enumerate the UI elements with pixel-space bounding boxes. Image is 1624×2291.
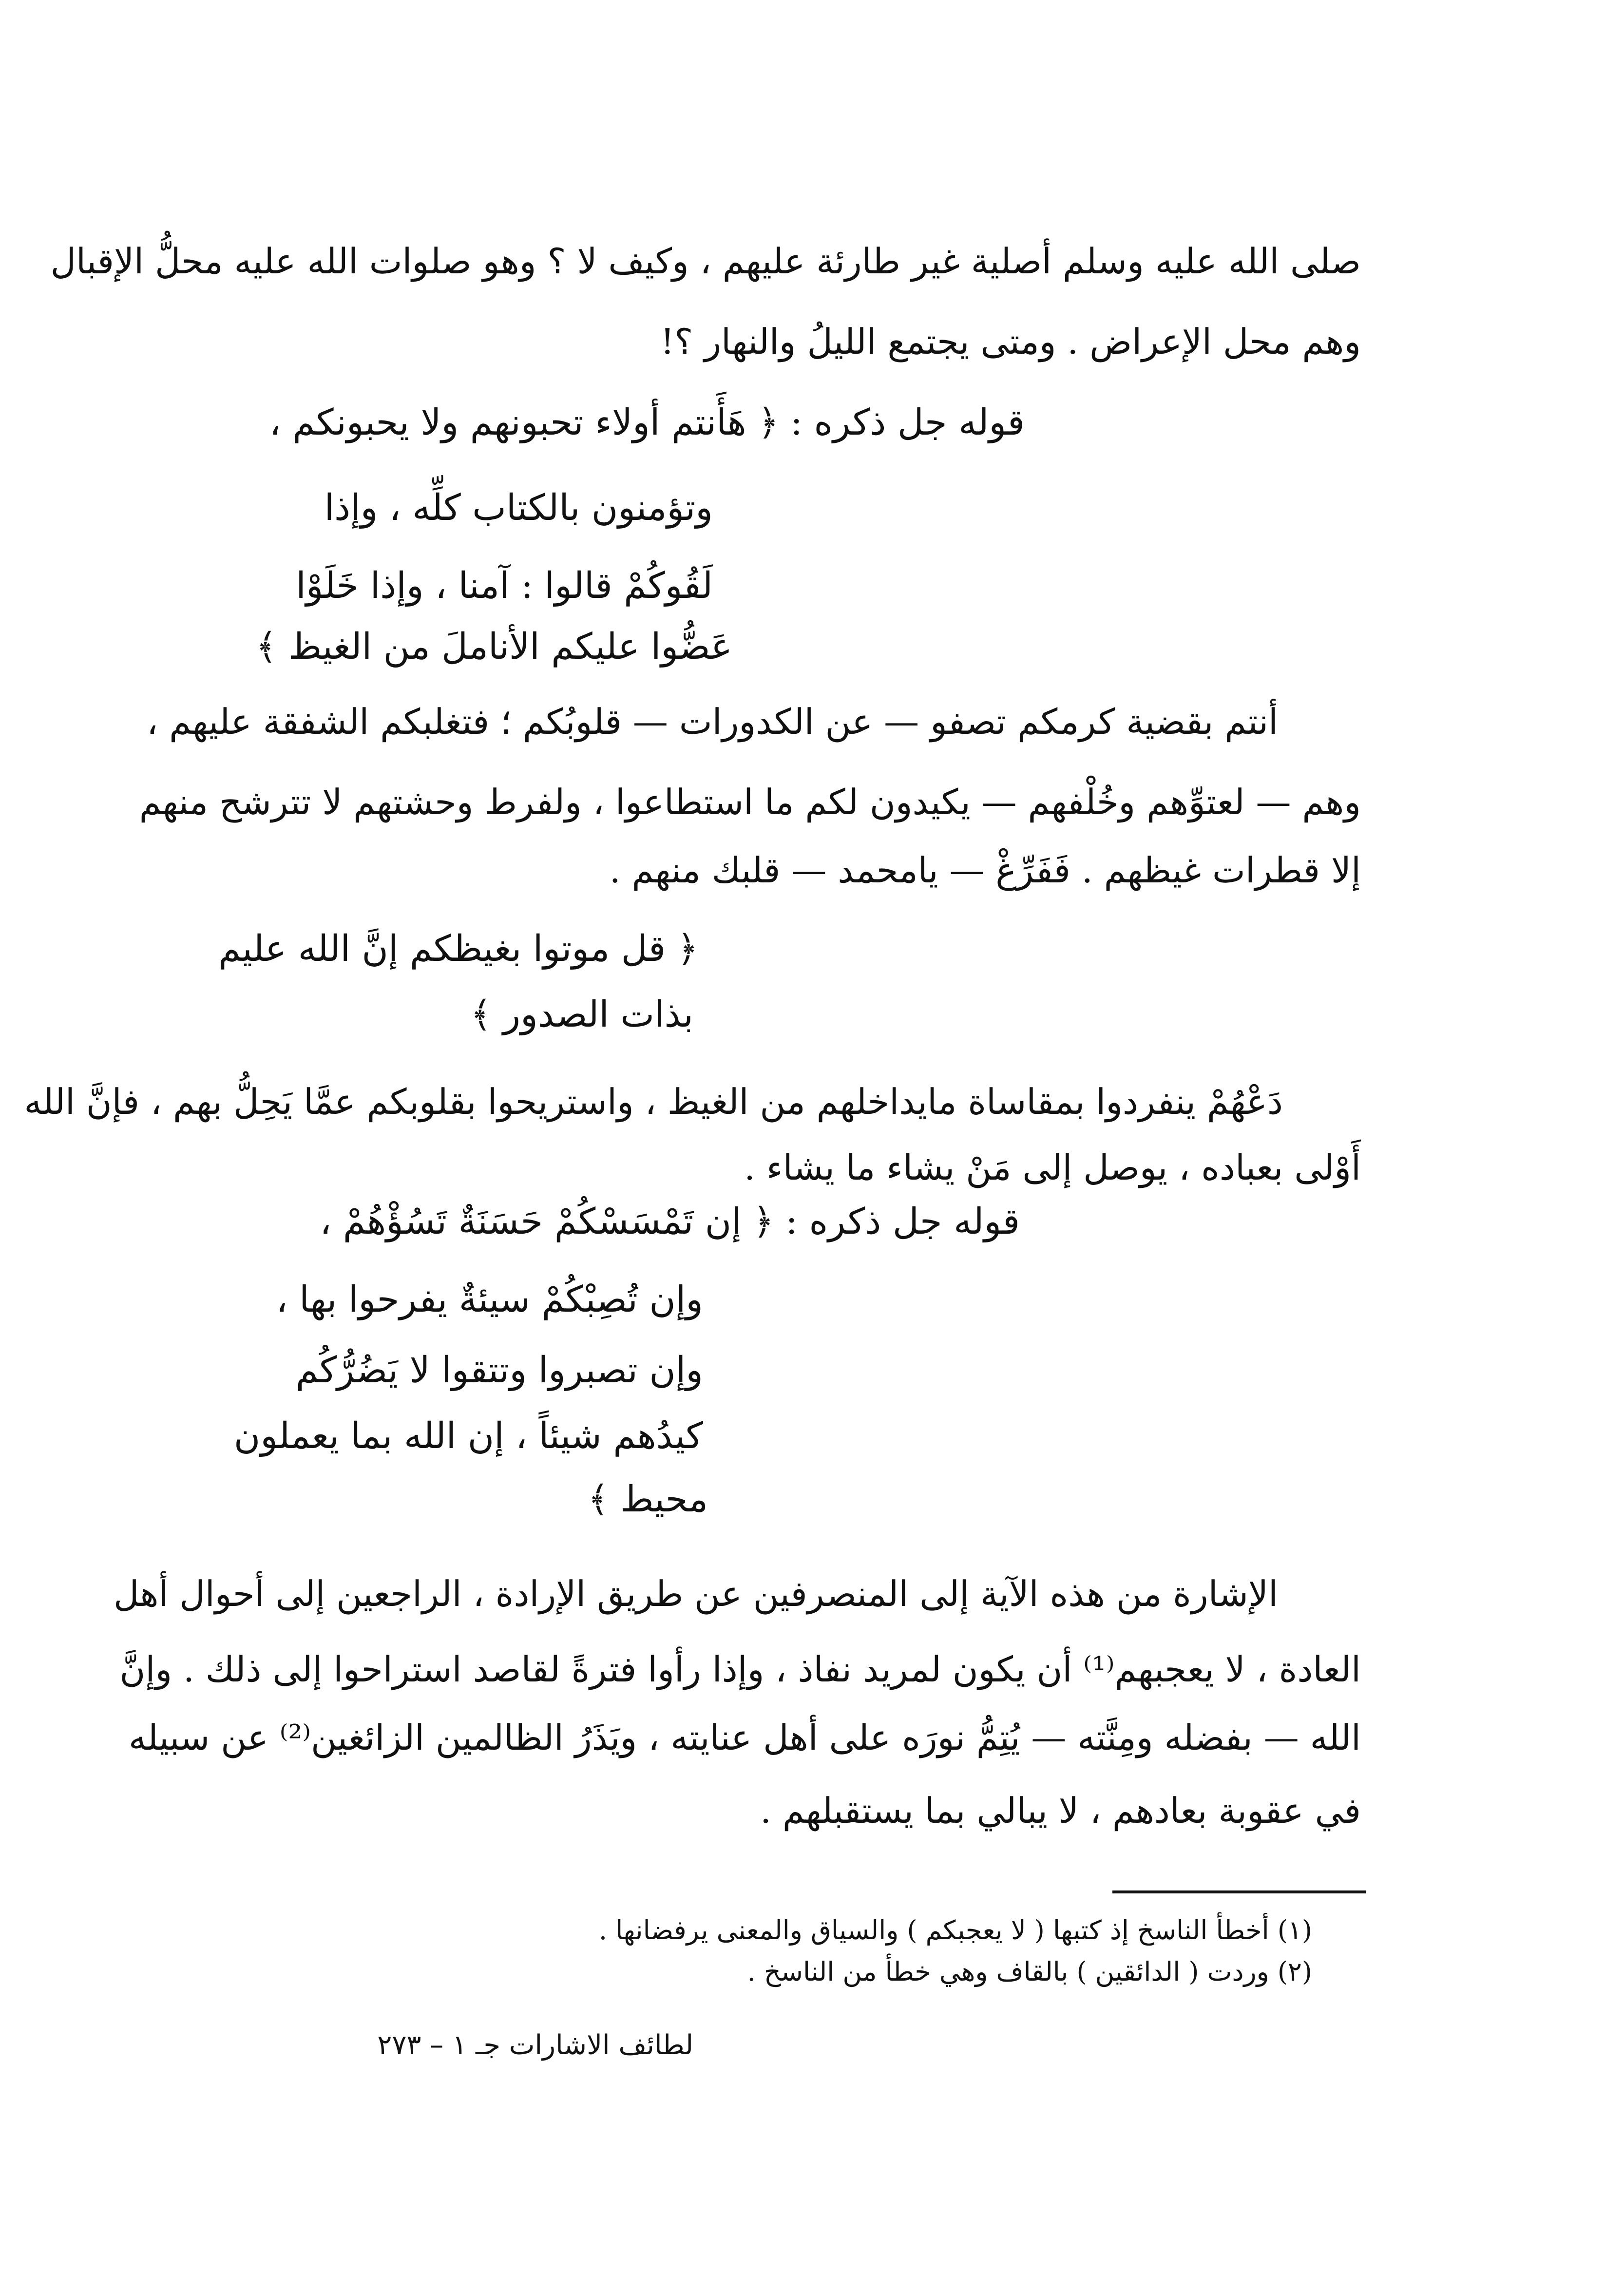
paragraph-4-line-1: الإشارة من هذه الآية إلى المنصرفين عن طريق الإرادة ، الراجعين إلى أحوال أهل	[114, 1573, 1278, 1614]
verse-3-line-2: وإن تُصِبْكُمْ سيئةٌ يفرحوا بها ،	[276, 1279, 703, 1320]
paragraph-2-line-2: وهم — لعتوِّهم وخُلْفهم — يكيدون لكم ما استطاعوا ، ولفرط وحشتهم لا تترشح منهم	[139, 782, 1361, 822]
paragraph-3-line-2: أَوْلى بعباده ، يوصل إلى مَنْ يشاء ما يشاء .	[744, 1147, 1361, 1188]
verse-1-line-1: قوله جل ذكره : ﴿ هَأَنتم أولاء تحبونهم ولا يحبونكم ،	[269, 401, 1025, 443]
footnote-1: (١) أخطأ الناسخ إذ كتبها ( لا يعجبكم ) والسياق والمعنى يرفضانها .	[598, 1915, 1312, 1946]
verse-1-line-3: لَقُوكُمْ قالوا : آمنا ، وإذا خَلَوْا	[296, 565, 713, 607]
paragraph-1-line-1: صلى الله عليه وسلم أصلية غير طارئة عليهم ، وكيف لا ؟ وهو صلوات الله عليه محلُّ الإقبال	[50, 241, 1361, 282]
footnote-2: (٢) وردت ( الدائقين ) بالقاف وهي خطأ من الناسخ .	[747, 1956, 1312, 1987]
verse-2-line-2: بذات الصدور ﴾	[470, 993, 693, 1035]
verse-3-line-1: قوله جل ذكره : ﴿ إن تَمْسَسْكُمْ حَسَنَةٌ تَسُؤْهُمْ ،	[320, 1201, 1020, 1242]
page-folio: لطائف الاشارات جـ ١ – ٢٧٣	[377, 2029, 693, 2061]
paragraph-2-line-1: أنتم بقضية كرمكم تصفو — عن الكدورات — قلوبُكم ؛ فتغلبكم الشفقة عليهم ،	[146, 701, 1278, 742]
verse-3-line-3: وإن تصبروا وتتقوا لا يَضُرُّكُم	[295, 1349, 703, 1391]
verse-1-line-4: عَضُّوا عليكم الأناملَ من الغيظ ﴾	[255, 626, 732, 668]
paragraph-4-line-2: العادة ، لا يعجبهم⁽¹⁾ أن يكون لمريد نفاذ ، وإذا رأوا فترةً لقاصد استراحوا إلى ذلك . وإنَّ	[119, 1649, 1361, 1690]
paragraph-4-line-4: في عقوبة بعادهم ، لا يبالي بما يستقبلهم .	[760, 1790, 1361, 1831]
paragraph-2-line-3: إلا قطرات غيظهم . فَفَرِّغْ — يامحمد — قلبك منهم .	[609, 850, 1361, 891]
verse-2-line-1: ﴿ قل موتوا بغيظكم إنَّ الله عليم	[218, 928, 698, 970]
verse-3-line-4: كيدُهم شيئاً ، إن الله بما يعملون	[233, 1415, 703, 1457]
paragraph-1-line-2: وهم محل الإعراض . ومتى يجتمع الليلُ والنهار ؟!	[660, 321, 1361, 362]
paragraph-3-line-1: دَعْهُمْ ينفردوا بمقاساة مايداخلهم من الغيظ ، واستريحوا بقلوبكم عمَّا يَحِلُّ بهم ، فإنَّ الله	[24, 1081, 1283, 1122]
footnote-separator	[1112, 1890, 1366, 1893]
verse-3-line-5: محيط ﴾	[588, 1478, 708, 1520]
verse-1-line-2: وتؤمنون بالكتاب كلِّه ، وإذا	[324, 487, 713, 529]
paragraph-4-line-3: الله — بفضله ومِنَّته — يُتِمُّ نورَه على أهل عنايته ، ويَذَرُ الظالمين الزائغين⁽²⁾ عن سبيله	[129, 1717, 1361, 1758]
